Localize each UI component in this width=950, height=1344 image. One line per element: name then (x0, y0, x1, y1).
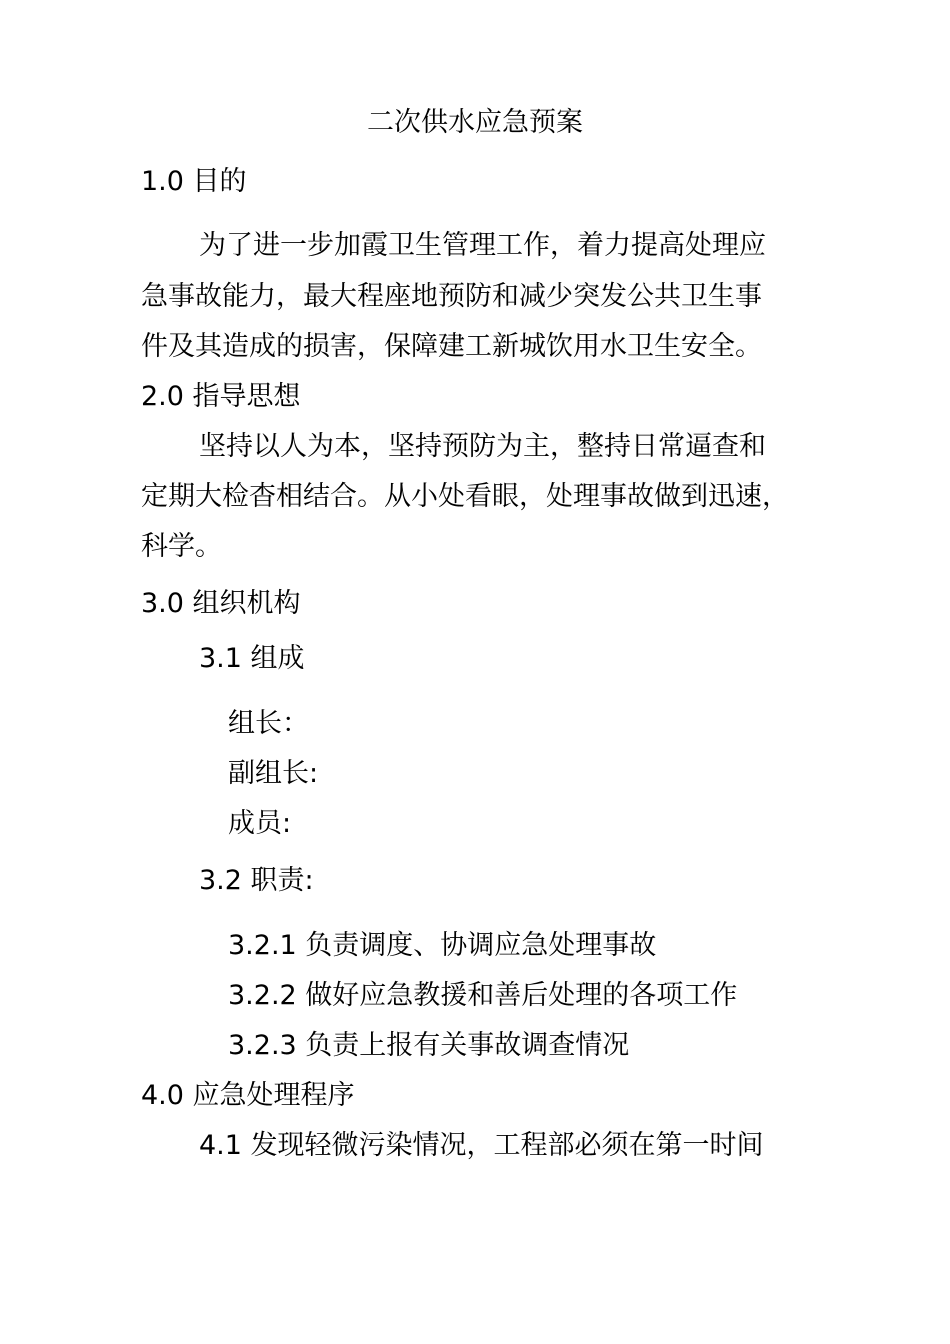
section-1-heading: 1.0 目的 (141, 166, 247, 197)
section-3-2-heading: 3.2 职责: (199, 865, 314, 896)
section-4-1-text: 4.1 发现轻微污染情况，工程部必须在第一时间 (199, 1130, 764, 1161)
section-2-paragraph-line-3: 科学。 (141, 531, 222, 562)
members-label: 成员: (228, 808, 292, 839)
deputy-leader-label: 副组长: (228, 758, 319, 789)
leader-label: 组长： (228, 708, 309, 739)
duty-item-3-2-2: 3.2.2 做好应急教援和善后处理的各项工作 (228, 980, 738, 1011)
section-1-paragraph-line-2: 急事故能力，最大程座地预防和减少突发公共卫生事 (141, 281, 762, 312)
section-4-heading: 4.0 应急处理程序 (141, 1080, 355, 1111)
document-title: 二次供水应急预案 (367, 107, 583, 138)
section-1-paragraph-line-1: 为了进一步加霞卫生管理工作，着力提高处理应 (199, 230, 766, 261)
section-1-paragraph-line-3: 件及其造成的损害，保障建工新城饮用水卫生安全。 (141, 331, 762, 362)
duty-item-3-2-3: 3.2.3 负责上报有关事故调查情况 (228, 1030, 630, 1061)
section-3-1-heading: 3.1 组成 (199, 643, 305, 674)
section-2-paragraph-line-2: 定期大检杳相结合。从小处看眼，处理事故做到迅速， (141, 481, 789, 512)
duty-item-3-2-1: 3.2.1 负责调度、协调应急处理事故 (228, 930, 657, 961)
section-2-heading: 2.0 指导思想 (141, 381, 301, 412)
section-3-heading: 3.0 组织机构 (141, 588, 301, 619)
section-2-paragraph-line-1: 坚持以人为本，坚持预防为主，整持日常逼查和 (199, 431, 766, 462)
